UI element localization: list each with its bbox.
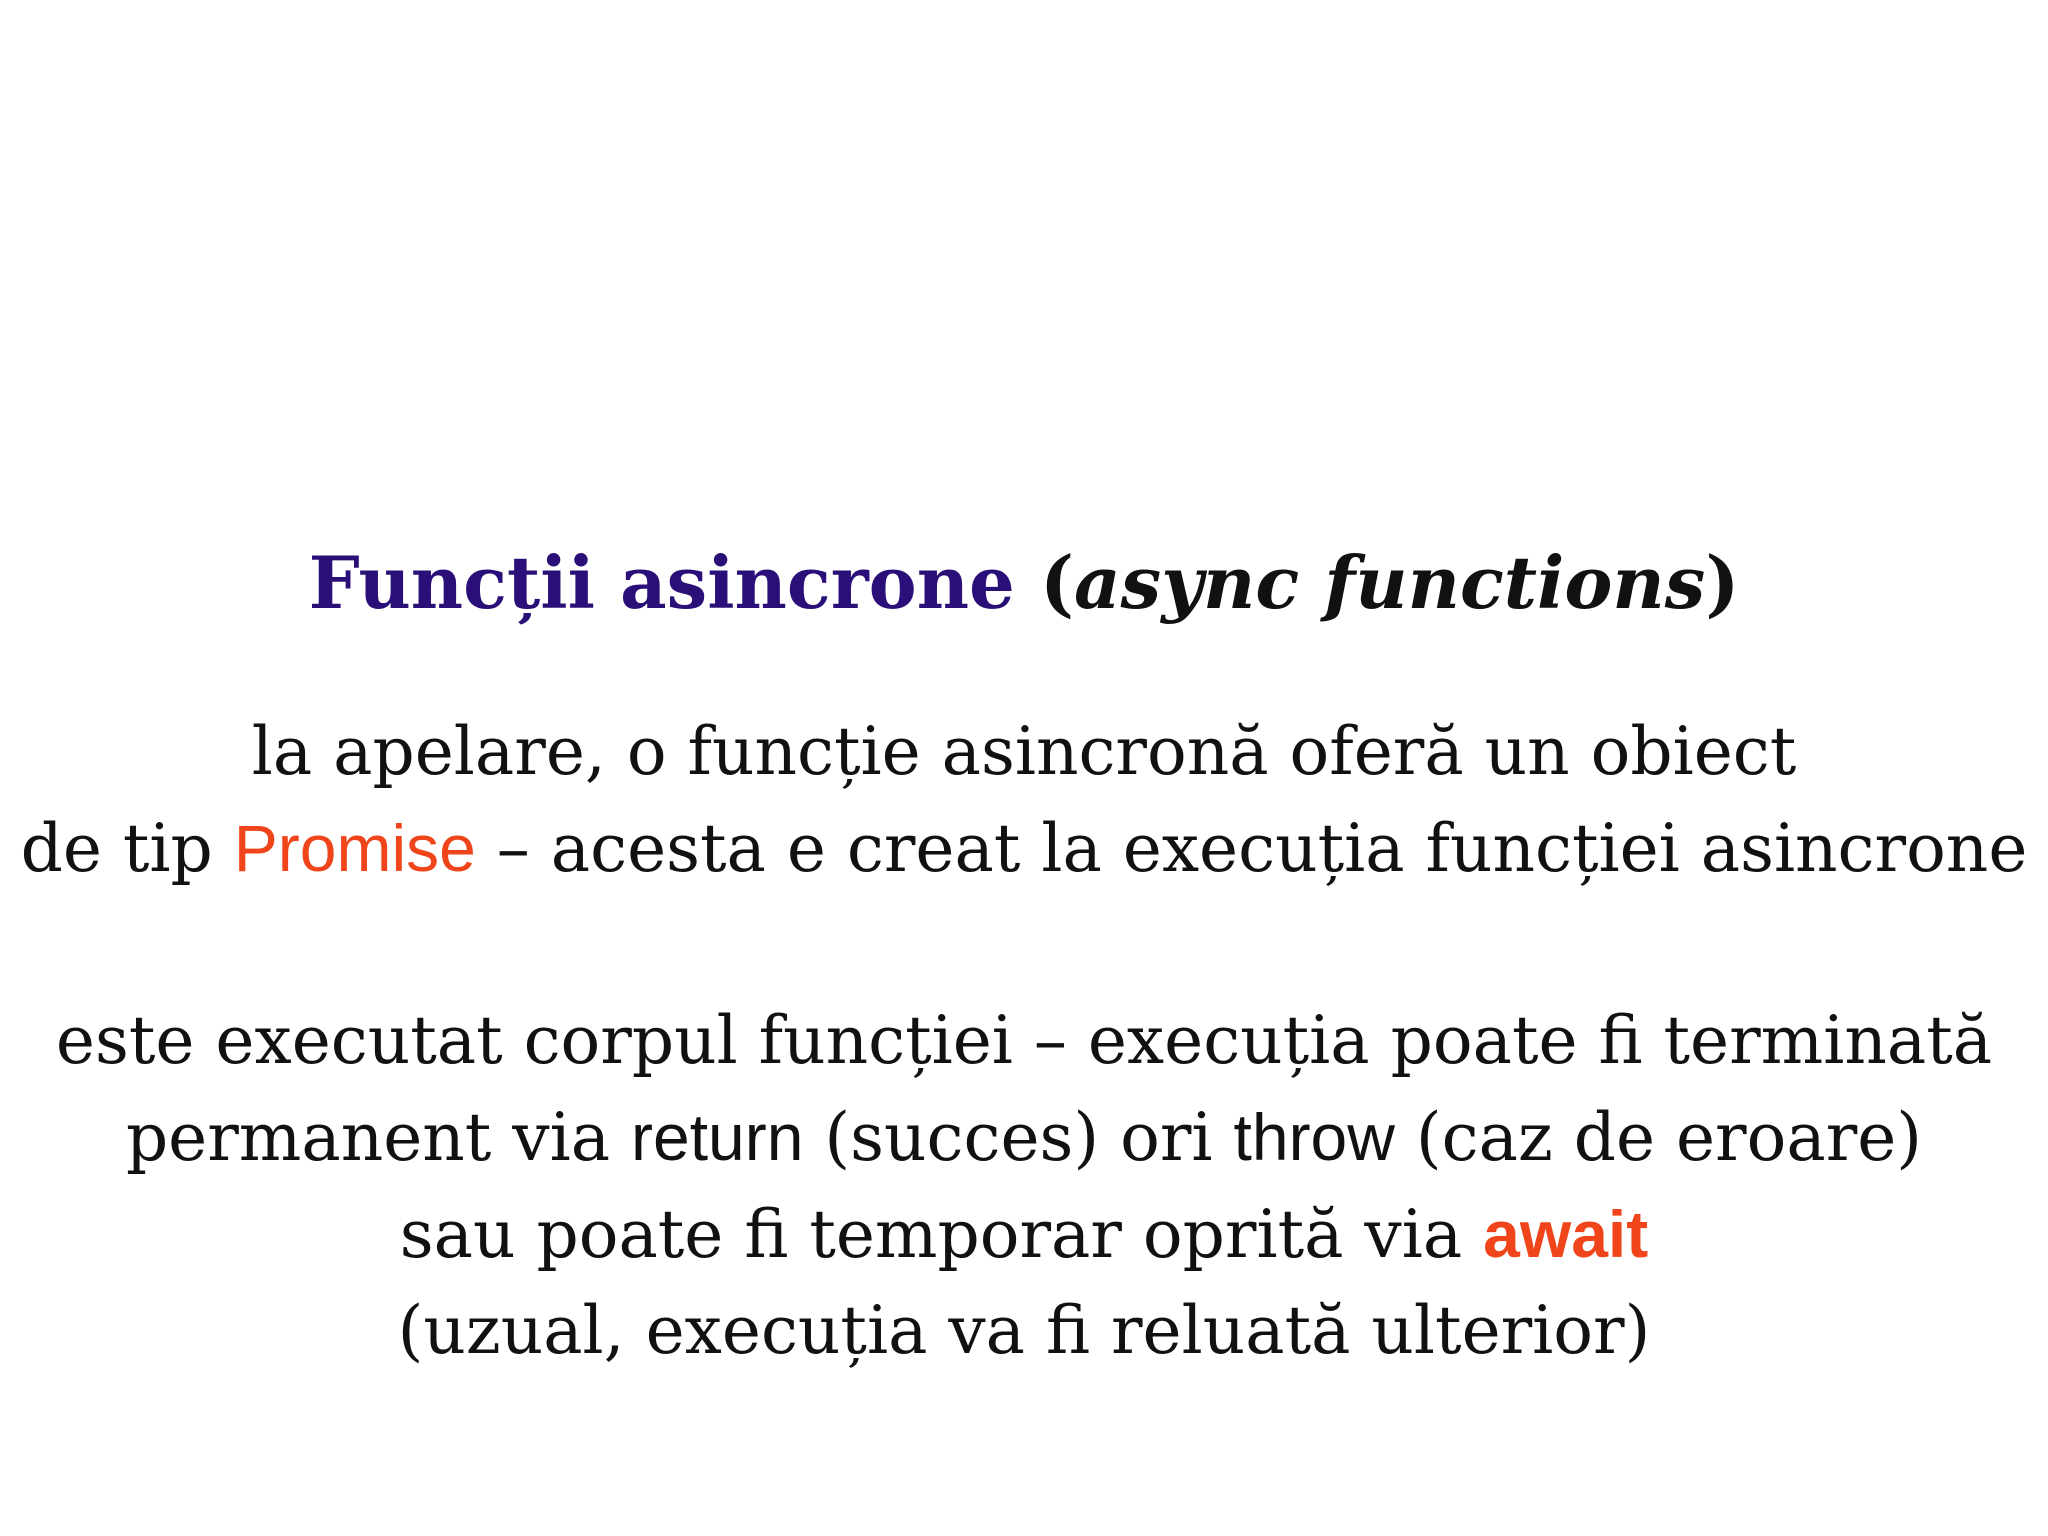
paragraph2-line4: (uzual, execuția va fi reluată ulterior) bbox=[397, 1292, 1651, 1370]
title-main: Funcții asincrone bbox=[308, 540, 1015, 625]
slide-content bbox=[0, 540, 2048, 1379]
title-open-paren: ( bbox=[1039, 540, 1075, 625]
return-keyword: return bbox=[631, 1100, 804, 1175]
paragraph2-line2-prefix: permanent via bbox=[125, 1099, 632, 1177]
paragraph-promise bbox=[0, 704, 2048, 897]
title-subtitle: async functions bbox=[1074, 540, 1706, 625]
paragraph-execution bbox=[0, 993, 2048, 1379]
paragraph2-line1: este executat corpul funcției – execuția poate fi terminată bbox=[55, 1002, 1993, 1080]
paragraph2-line3 bbox=[0, 1186, 2048, 1283]
paragraph1-line2-suffix: – acesta e creat la execuția funcției asincrone bbox=[475, 810, 2028, 888]
await-keyword: await bbox=[1483, 1197, 1649, 1272]
paragraph1-line1: la apelare, o funcție asincronă oferă un obiect bbox=[251, 713, 1797, 791]
paragraph1-line2 bbox=[0, 800, 2048, 897]
promise-keyword: Promise bbox=[233, 811, 476, 886]
paragraph1-line2-prefix: de tip bbox=[20, 810, 234, 888]
paragraph2-line2 bbox=[0, 1089, 2048, 1186]
paragraph2-line2-middle: (succes) ori bbox=[803, 1099, 1234, 1177]
paragraph2-line3-prefix: sau poate fi temporar oprită via bbox=[399, 1196, 1484, 1274]
throw-keyword: throw bbox=[1233, 1100, 1395, 1175]
title-close-paren: ) bbox=[1705, 540, 1740, 625]
paragraph2-line2-suffix: (caz de eroare) bbox=[1394, 1099, 1923, 1177]
slide-title bbox=[0, 540, 2048, 626]
